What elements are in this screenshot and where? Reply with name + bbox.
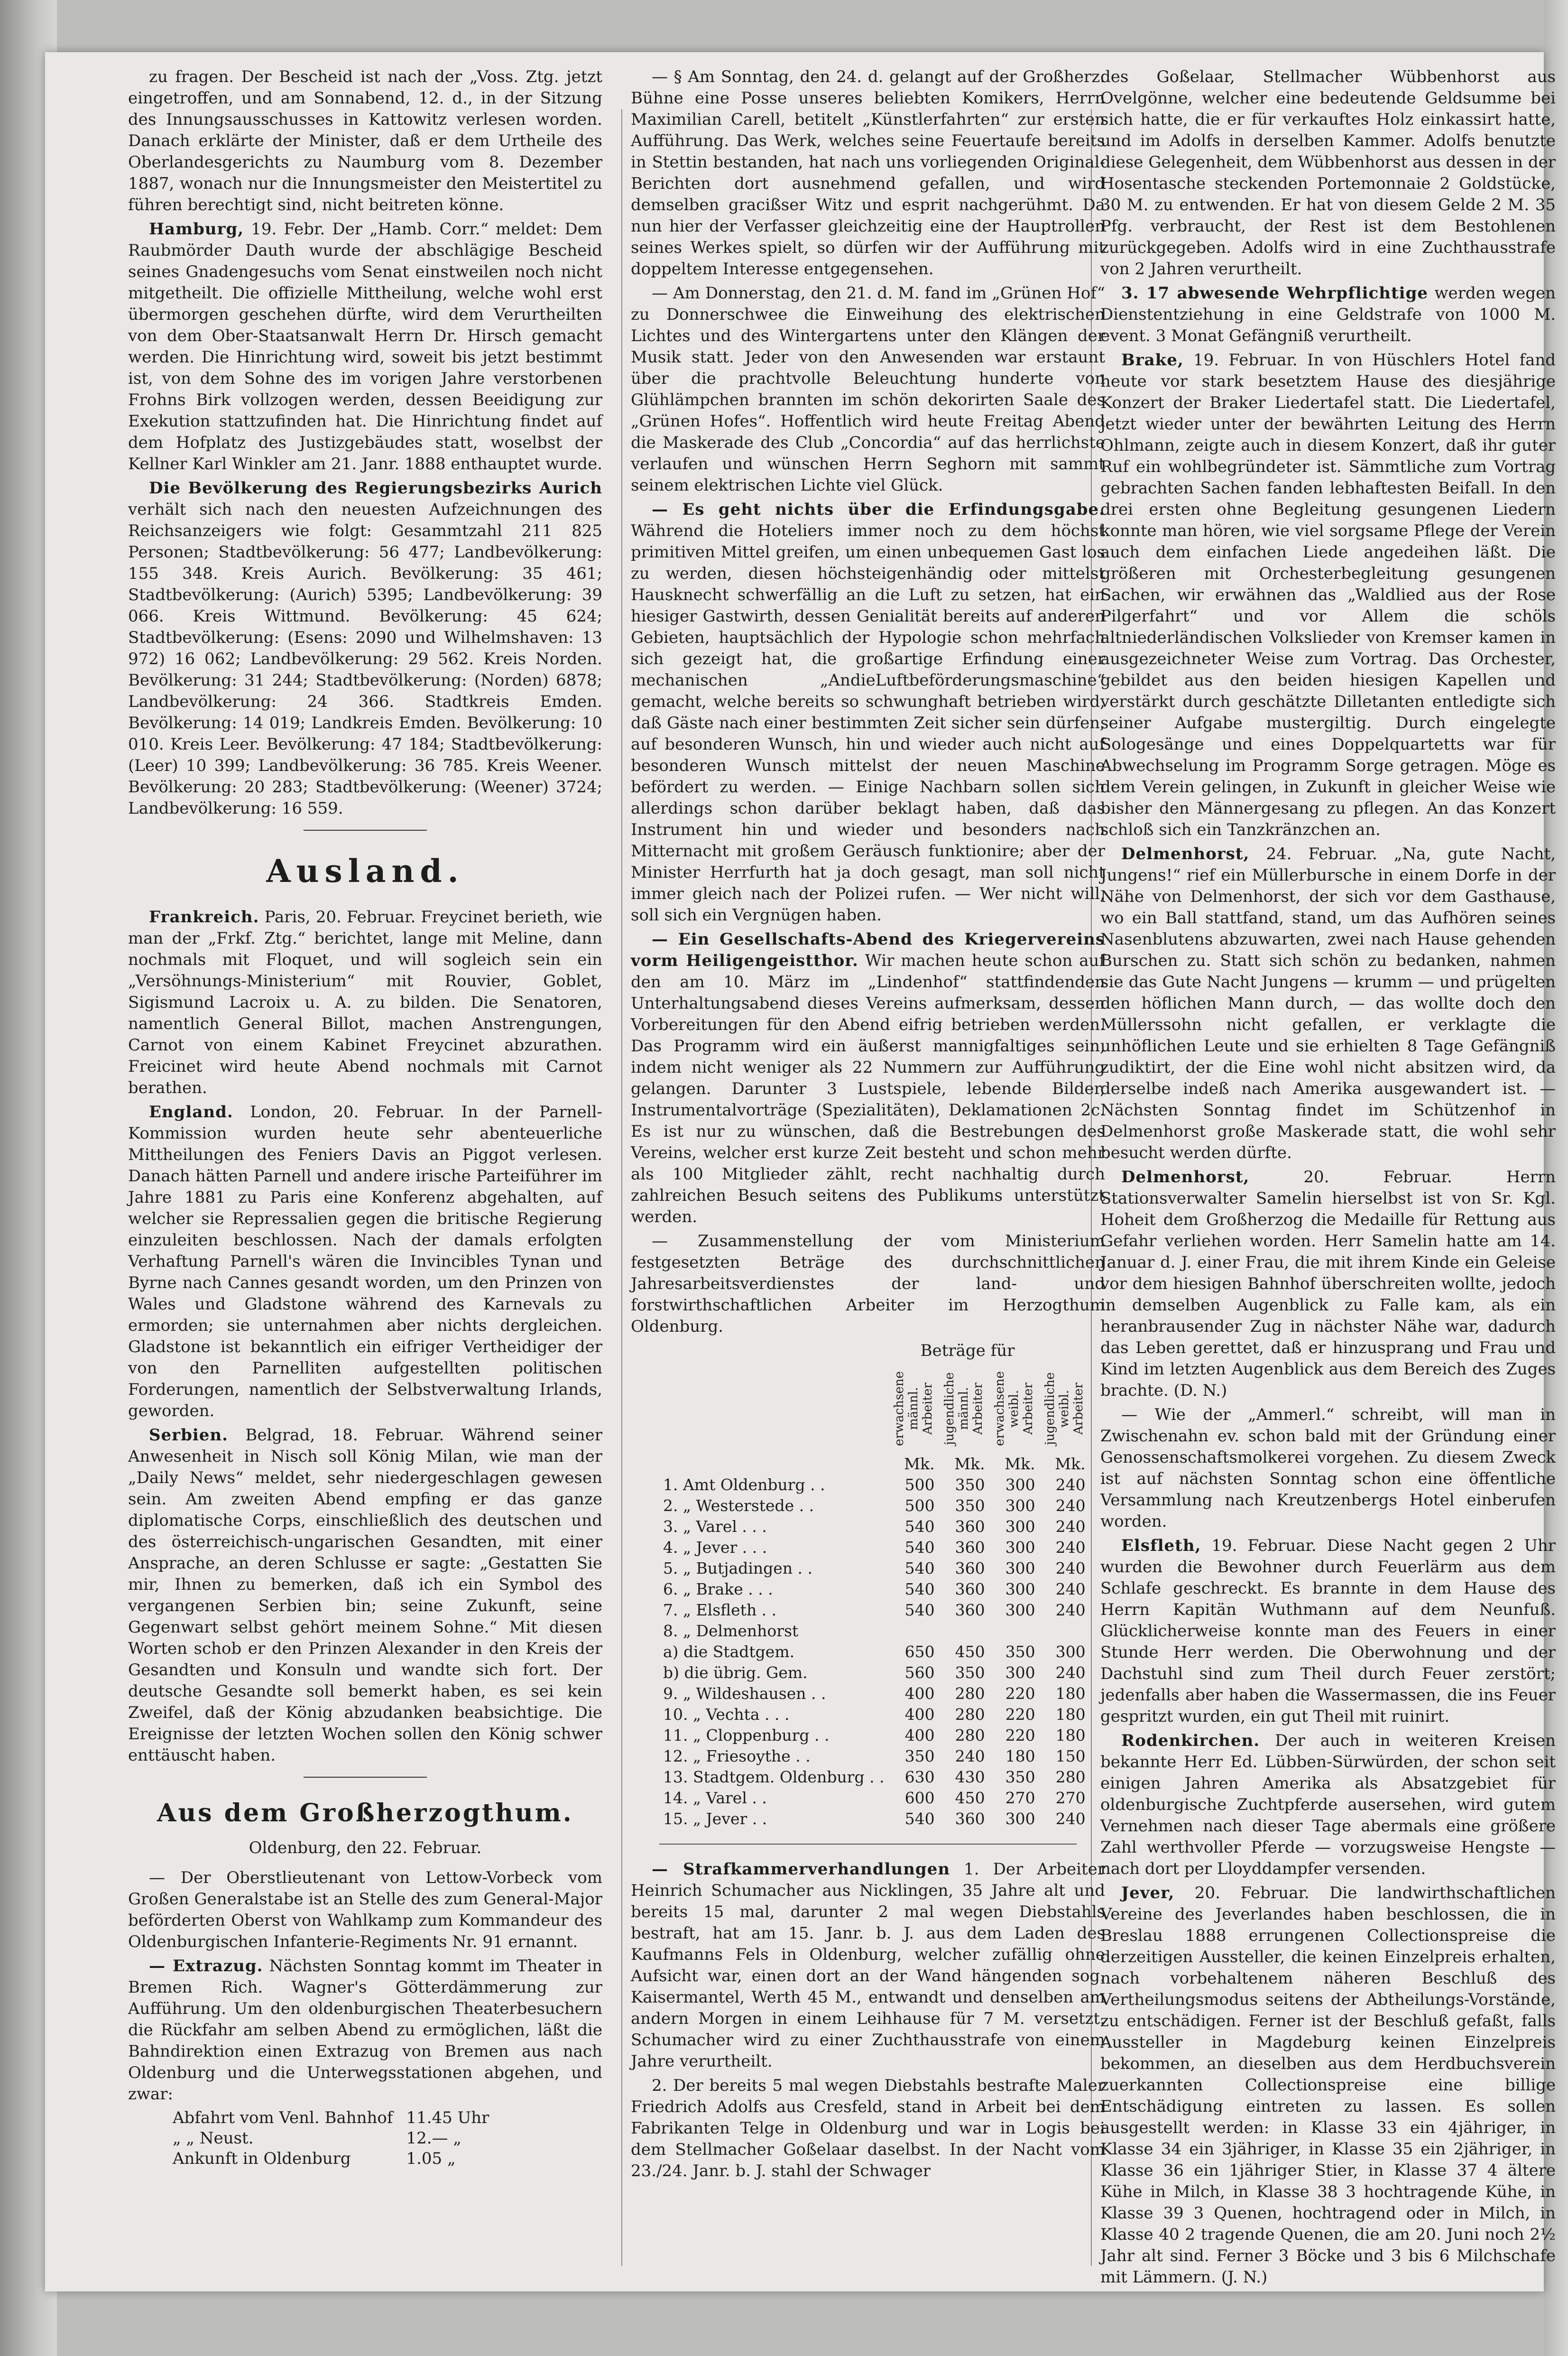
row-district: 13. Stadtgem. Oldenburg . . (663, 1768, 885, 1786)
divider (659, 1844, 1077, 1845)
dateline-oldenburg: Oldenburg, den 22. Februar. (249, 1838, 482, 1857)
row-value: 600 (904, 1789, 935, 1807)
row-value: 300 (1005, 1580, 1035, 1598)
article-innung: zu fragen. Der Bescheid ist nach der „Voss. Ztg. jetzt eingetroffen, und am Sonnabend, 12. d., in der Sitzung des Innungsausschusses in Kattowitz verlesen worden. Danach erklärte der Minister, daß er dem Urtheile des Oberlandesgerichts zu Naumburg vom 8. Dezember 1887, wonach nur die Innungsmeister den Meistertitel zu führen berechtigt sind, nicht beitreten könne. (128, 67, 602, 214)
dateline-jever: Jever, (1121, 1883, 1175, 1902)
article-rodenkirchen-body: Der auch in weiteren Kreisen bekannte Herr Ed. Lübben-Sürwürden, der schon seit einigen Jahren Amerika als Absatzgebiet für oldenburgische Zuchtpferde ausersehen, wird gutem Vernehmen nach dieser Tage abermals eine größere Zahl werthvoller Pferde — vorzugsweise Hengste — nach dort per Lloyddampfer versenden. (1100, 1731, 1556, 1878)
row-value: 240 (1055, 1580, 1086, 1598)
schedule-row (166, 2128, 496, 2149)
dateline-delmenhorst: Delmenhorst, (1121, 844, 1250, 863)
heading-extrazug: — Extrazug. (149, 1957, 263, 1976)
row-value: 360 (955, 1601, 985, 1619)
dateline-rodenkirchen: Rodenkirchen. (1121, 1731, 1260, 1750)
heading-strafkammer: — Strafkammerverhandlungen (652, 1860, 950, 1879)
row-value (888, 1621, 939, 1642)
article-serbien (128, 1425, 602, 1766)
article-extrazug-body: Nächsten Sonntag kommt im Theater in Bremen Rich. Wagner's Götterdämmerung zur Aufführung. Um den oldenburgischen Theaterbesuchern die Rückfahr am selben Abend zu ermöglichen, läßt die Bahndirektion einen Extrazug von Bremen aus nach Oldenburg und die Unterwegsstationen abgehen, und zwar: (128, 1957, 603, 2104)
table-row (659, 1788, 1089, 1809)
row-district: 3. „ Varel . . . (663, 1517, 767, 1536)
row-value: 350 (955, 1663, 985, 1682)
row-district: 11. „ Cloppenburg . . (663, 1726, 830, 1744)
row-value: 300 (1005, 1601, 1035, 1619)
row-value: 540 (904, 1538, 935, 1557)
article-hamburg (128, 219, 602, 475)
table-row (659, 1579, 1089, 1600)
row-value: 300 (1005, 1663, 1035, 1682)
row-value: 240 (1055, 1496, 1086, 1515)
row-value: 300 (1005, 1475, 1035, 1494)
column-header: jugendliche männl. Arbeiter (942, 1372, 985, 1445)
train-schedule (166, 2108, 496, 2169)
row-value: 350 (1005, 1768, 1035, 1786)
row-value: 500 (904, 1475, 935, 1494)
row-value: 350 (955, 1475, 985, 1494)
article-delmenhorst-2-body: 20. Februar. Herrn Stationsverwalter Samelin hierselbst ist von Sr. Kgl. Hoheit dem Großherzog die Medaille für Rettung aus Gefahr verliehen worden. Herr Samelin hatte am 14. Januar d. J. einer Frau, die mit ihrem Kinde ein Geleise vor dem hiesigen Bahnhof überschreiten wollte, jedoch in demselben Augenblick zu Falle kam, als ein heranbrausender Zug in nächster Nähe war, dadurch das Leben gerettet, daß er hinzusprang und Frau und Kind im letzten Augenblick aus dem Bereich des Zuges brachte. (D. N.) (1100, 1168, 1556, 1400)
row-value (1039, 1621, 1089, 1642)
article-zwischenahn: — Wie der „Ammerl.“ schreibt, will man in Zwischenahn ev. schon bald mit der Gründung einer Genossenschaftsmolkerei vorgehen. Zu diesem Zweck ist auf nächsten Sonntag schon eine öffentliche Versammlung nach Kreutzenbergs Hotel einberufen worden. (1100, 1405, 1556, 1531)
table-row (659, 1662, 1089, 1683)
row-value: 300 (1005, 1517, 1035, 1536)
article-elsfleth (1100, 1535, 1556, 1727)
row-value: 350 (955, 1496, 985, 1515)
table-row (659, 1642, 1089, 1662)
article-serbien-body: Belgrad, 18. Februar. Während seiner Anwesenheit in Nisch soll König Milan, wie man der „Daily News“ meldet, sehr niedergeschlagen gewesen sein. Am zweiten Abend empfing er das ganze diplomatische Corps, einschließlich des deutschen und des österreichisch-ungarischen Gesandten, mit einer Ansprache, an deren Schlusse er sagte: „Gestatten Sie mir, Ihnen zu bemerken, daß ich ein Symbol des vergangenen Serbien bin; seine Zukunft, seine Gegenwart selbst gehört meinem Sohne.“ Mit diesen Worten schob er den Prinzen Alexander in den Kreis der Gesandten und Konsuln und wandte sich fort. Der deutsche Gesandte soll bemerkt haben, es sei kein Zweifel, daß der König abzudanken beabsichtige. Die Ereignisse der letzten Wochen sollen den König schwer enttäuscht haben. (128, 1426, 602, 1765)
divider (304, 830, 427, 831)
article-zusammenstellung: — Zusammenstellung der vom Ministerium festgesetzten Beträge des durchschnittlichen Jahresarbeitsverdienstes der land- und forstwirthschaftlichen Arbeiter im Herzogthum Oldenburg. (631, 1232, 1105, 1336)
article-frankreich (128, 907, 602, 1099)
row-district: 9. „ Wildeshausen . . (663, 1684, 826, 1703)
row-district: 12. „ Friesoythe . . (663, 1747, 811, 1765)
article-elsfleth-body: 19. Februar. Diese Nacht gegen 2 Uhr wurden die Bewohner durch Feuerlärm aus dem Schlafe geschreckt. Es brannte in dem Hause des Herrn Kapitän Wuthmann auf dem Neunfuß. Glücklicherweise konnte man des Feuers in einer Stunde Herr werden. Die Oberwohnung und der Dachstuhl sind zum Theil durch Feuer zerstört; jedenfalls aber haben die Wassermassen, die ins Feuer gespritzt wurden, ein gut Theil mit ruinirt. (1100, 1536, 1556, 1726)
table-header-row (659, 1364, 1089, 1454)
section-title-ausland: Ausland. (266, 853, 464, 890)
dateline-delmenhorst: Delmenhorst, (1121, 1168, 1250, 1187)
table-unit-row (659, 1454, 1089, 1475)
row-value: 360 (955, 1559, 985, 1577)
column-3 (1100, 66, 1556, 2287)
table-row (659, 1537, 1089, 1558)
row-value: 300 (1005, 1538, 1035, 1557)
row-value: 300 (1055, 1642, 1086, 1661)
article-adolfs: 2. Der bereits 5 mal wegen Diebstahls bestrafte Maler Friedrich Adolfs aus Cresfeld, stand in Arbeit bei dem Fabrikanten Telge in Oldenburg und war in Logis bei dem Stellmacher Goßelaar daselbst. In der Nacht vom 23./24. Janr. b. J. stahl der Schwager (631, 2076, 1105, 2180)
article-rodenkirchen (1100, 1730, 1556, 1880)
article-frankreich-body: Paris, 20. Februar. Freycinet berieth, wie man der „Frkf. Ztg.“ berichtet, lange mit Meline, dann nochmals mit Floquet, und will sogleich sein ein „Versöhnungs-Ministerium“ mit Rouvier, Goblet, Sigismund Lacroix u. A. zu bilden. Die Senatoren, namentlich General Billot, machen Anstrengungen, Carnot von einem Kabinet Freycinet abzurathen. Freicinet wird heute Abend nochmals mit Carnot berathen. (128, 908, 602, 1097)
table-row (659, 1809, 1089, 1829)
table-title: Beträge für (920, 1341, 1015, 1360)
article-aurich-body: verhält sich nach den neuesten Aufzeichnungen des Reichsanzeigers wie folgt: Gesammtzahl 211 825 Personen; Stadtbevölkerung: 56 477; Landbevölkerung: 155 348. Kreis Aurich. Bevölkerung: 35 461; Stadtbevölkerung: (Aurich) 5395; Landbevölkerung: 39 066. Kreis Wittmund. Bevölkerung: 45 624; Stadtbevölkerung: (Esens: 2090 und Wilhelmshaven: 13 972) 16 062; Landbevölkerung: 29 562. Kreis Norden. Bevölkerung: 31 244; Stadtbevölkerung: (Norden) 6878; Landbevölkerung: 24 366. Stadtkreis Emden. Bevölkerung: 14 019; Landkreis Emden. Bevölkerung: 10 010. Kreis Leer. Bevölkerung: 47 184; Stadtbevölkerung: (Leer) 10 399; Landbevölkerung: 36 785. Kreis Weener. Bevölkerung: 20 283; Stadtbevölkerung: (Weener) 3724; Landbevölkerung: 16 559. (128, 500, 602, 818)
article-strafkammer (631, 1859, 1105, 2072)
row-value: 180 (1055, 1726, 1086, 1744)
schedule-time: 1.05 „ (406, 2149, 456, 2168)
dateline-serbien: Serbien. (149, 1426, 228, 1445)
row-value: 240 (955, 1747, 985, 1765)
table-row (659, 1495, 1089, 1516)
row-value: 400 (904, 1684, 935, 1703)
article-delmenhorst-1-body: 24. Februar. „Na, gute Nacht, Jungens!“ rief ein Müllerbursche in einem Dorfe in der Nähe von Delmenhorst, der sich vor dem Gasthause, wo ein Ball stattfand, stand, um das Aufhören seines Nasenblutens abzuwarten, zwei nach Hause gehenden Burschen zu. Statt sich schön zu bedanken, nahmen sie das Gute Nacht Jungens — krumm — und prügelten den höflichen Mann durch, — das wollte doch den Müllerssohn nicht gefallen, er verklagte die unhöflichen Leute und sie erhielten 8 Tage Gefängniß zudiktirt, der die Eine wohl nicht absitzen wird, da derselbe indeß nach Amerika ausgewandert ist. — Nächsten Sonntag findet im Schützenhof in Delmenhorst große Maskerade statt, die wohl sehr besucht werden dürfte. (1100, 844, 1556, 1162)
table-row (659, 1516, 1089, 1537)
section-title-grossherzogthum: Aus dem Großherzogthum. (157, 1799, 573, 1827)
article-brake (1100, 350, 1556, 841)
row-value: 180 (1055, 1684, 1086, 1703)
row-value: 630 (904, 1768, 935, 1786)
row-value: 430 (955, 1768, 985, 1786)
row-value: 350 (1005, 1642, 1035, 1661)
row-district: 10. „ Vechta . . . (663, 1705, 790, 1724)
column-rule-1 (621, 109, 622, 2266)
row-value: 650 (904, 1642, 935, 1661)
row-value: 540 (904, 1580, 935, 1598)
article-aurich (128, 478, 602, 819)
row-value: 450 (955, 1789, 985, 1807)
row-district: 7. „ Elsfleth . . (663, 1601, 777, 1619)
article-lettow: — Der Oberstlieutenant von Lettow-Vorbeck vom Großen Generalstabe ist an Stelle des zum General-Major beförderten Oberst von Wahlkamp zum Kommandeur des Oldenburgischen Infanterie-Regiments Nr. 91 ernannt. (128, 1868, 602, 1951)
row-value: 240 (1055, 1601, 1086, 1619)
row-district: b) die übrig. Gem. (663, 1663, 808, 1682)
dateline-brake: Brake, (1121, 351, 1184, 370)
row-value: 540 (904, 1517, 935, 1536)
table-row (659, 1704, 1089, 1725)
unit-label: Mk. (904, 1455, 935, 1473)
table-row (659, 1683, 1089, 1704)
row-value: 540 (904, 1601, 935, 1619)
row-district: 15. „ Jever . . (663, 1809, 767, 1828)
row-value: 240 (1055, 1538, 1086, 1557)
article-jever (1100, 1883, 1556, 2288)
article-delmenhorst-2 (1100, 1167, 1556, 1401)
dateline-hamburg: Hamburg, (149, 220, 244, 239)
row-value: 240 (1055, 1517, 1086, 1536)
article-strafkammer-body: 1. Der Arbeiter Heinrich Schumacher aus Nicklingen, 35 Jahre alt und bereits 15 mal, darunter 2 mal wegen Diebstahls bestraft, hat am 15. Janr. b. J. aus dem Laden des Kaufmanns Fels in Oldenburg, welcher zufällig ohne Aufsicht war, einen dort an der Wand hängenden sog. Kaisermantel, Werth 45 M., entwandt und denselben am andern Morgen in einem Leihhause für 7 M. versetzt. Schumacher wird zu einer Zuchthausstrafe von einem Jahre verurtheilt. (631, 1860, 1105, 2071)
dateline-frankreich: Frankreich. (149, 908, 259, 927)
row-value: 240 (1055, 1475, 1086, 1494)
row-value: 280 (955, 1684, 985, 1703)
table-row (659, 1621, 1089, 1642)
article-jever-body: 20. Februar. Die landwirthschaftlichen Vereine des Jeverlandes haben beschlossen, die in Breslau 1888 errungenen Collectionspreise die derzeitigen Aussteller, die keinen Einzelpreis erhalten, nach vorbehaltenem näheren Beschluß des Vertheilungsmodus seitens der Abtheilungs-Vorstände, zu entschädigen. Ferner ist der Beschluß gefaßt, falls Aussteller in Magdeburg keinen Einzelpreis bekommen, an dieselben aus dem Herdbuchsverein zuerkannten Collectionspreise eine billige Entschädigung eintreten zu lassen. Es sollen ausgestellt werden: in Klasse 33 ein 4jähriger, in Klasse 34 ein 3jähriger, in Klasse 35 ein 2jähriger, in Klasse 36 ein 1jähriger Stier, in Klasse 37 4 ältere Kühe in Milch, in Klasse 38 3 hochtragende Kühe, in Klasse 39 3 Quenen, hochtragend oder in Milch, in Klasse 40 2 tragende Quenen, die am 20. Juni noch 2½ Jahr alt sind. Ferner 3 Böcke und 3 bis 6 Milchschafe mit Lämmern. (J. N.) (1100, 1883, 1556, 2287)
dateline-england: England. (149, 1103, 233, 1122)
row-district: a) die Stadtgem. (663, 1642, 795, 1661)
row-district: 4. „ Jever . . . (663, 1538, 767, 1557)
table-body (659, 1475, 1089, 1829)
row-value: 270 (1005, 1789, 1035, 1807)
schedule-row (166, 2149, 496, 2169)
row-value: 500 (904, 1496, 935, 1515)
column-header: erwachsene männl. Arbeiter (892, 1371, 935, 1446)
row-value: 270 (1055, 1789, 1086, 1807)
row-value: 280 (1055, 1768, 1086, 1786)
table-row (659, 1746, 1089, 1767)
article-kriegerverein (631, 929, 1105, 1228)
column-1 (128, 66, 602, 2266)
row-district: 1. Amt Oldenburg . . (663, 1475, 825, 1494)
row-value: 300 (1005, 1559, 1035, 1577)
row-value: 540 (904, 1559, 935, 1577)
row-value: 540 (904, 1809, 935, 1828)
row-value: 240 (1055, 1809, 1086, 1828)
row-value: 300 (1005, 1496, 1035, 1515)
row-value: 560 (904, 1663, 935, 1682)
row-value: 180 (1005, 1747, 1035, 1765)
column-header: jugendliche weibl. Arbeiter (1042, 1372, 1086, 1445)
row-value: 360 (955, 1517, 985, 1536)
row-value: 280 (955, 1726, 985, 1744)
column-header: erwachsene weibl. Arbeiter (992, 1371, 1035, 1446)
article-brake-body: 19. Februar. In von Hüschlers Hotel fand heute vor stark besetztem Hause des diesjährige Konzert der Braker Liedertafel statt. Die Liedertafel, jetzt wieder unter der bewährten Leitung des Herrn Ohlmann, zeigte auch in diesem Konzert, daß ihr guter Ruf ein wohlbegründeter ist. Sämmtliche zum Vortrag gebrachten Sachen fanden lebhaftesten Beifall. In den drei ersten ohne Begleitung gesungenen Liedern konnte man hören, wie viel sorgsame Pflege der Verein auch dem einfachen Liede angedeihen läßt. Die größeren mit Orchesterbegleitung gesungenen Sachen, wir erwähnen das „Waldlied aus der Rose Pilgerfahrt“ und vor Allem die schöls altniederländischen Volkslieder von Kremser kamen in ausgezeichneter Weise zum Vortrag. Das Orchester, gebildet aus den beiden hiesigen Kapellen und verstärkt durch geschätzte Dilletanten entledigte sich seiner Aufgabe mustergiltig. Durch eingelegte Sologesänge und eines Doppelquartetts war für Abwechselung im Programm Sorge getragen. Möge es dem Verein gelingen, in Zukunft in gleicher Weise wie bisher den Männergesang zu pflegen. An das Konzert schloß sich ein Tanzkränzchen an. (1100, 351, 1556, 839)
row-value: 450 (955, 1642, 985, 1661)
dateline-elsfleth: Elsfleth, (1121, 1536, 1201, 1555)
row-value (939, 1621, 989, 1642)
schedule-label: Abfahrt vom Venl. Bahnhof (173, 2108, 393, 2127)
row-value: 350 (904, 1747, 935, 1765)
article-hamburg-body: 19. Febr. Der „Hamb. Corr.“ meldet: Dem Raubmörder Dauth wurde der abschlägige Bescheid seines Gnadengesuchs vom Senat einstweilen noch nicht mitgetheilt. Die offizielle Mittheilung, welche wohl erst übermorgen geschehen dürfte, wird dem Verurtheilten von dem Ober-Staatsanwalt Herrn Dr. Hirsch gemacht werden. Die Hinrichtung wird, soweit bis jetzt bestimmt ist, von dem Sohne des im vorigen Jahre verstorbenen Frohns Birk vollzogen werden, dessen Beeidigung zur Exekution stattzufinden hat. Die Hinrichtung findet auf dem Hofplatz des Justizgebäudes statt, woselbst der Kellner Karl Winkler am 21. Janr. 1888 enthauptet wurde. (128, 220, 602, 473)
row-value: 220 (1005, 1705, 1035, 1724)
heading-kriegerverein: — Ein Gesellschafts-Abend des Kriegervereins vorm Heiligengeistthor. (631, 930, 1105, 970)
article-extrazug (128, 1956, 602, 2105)
schedule-row (166, 2108, 496, 2128)
divider (304, 1777, 427, 1778)
row-value: 400 (904, 1705, 935, 1724)
article-wehrpflichtige (1100, 283, 1556, 347)
schedule-label: Ankunft in Oldenburg (173, 2149, 351, 2168)
article-england (128, 1102, 602, 1422)
row-value: 240 (1055, 1663, 1086, 1682)
unit-label: Mk. (954, 1455, 985, 1473)
schedule-label: „ „ Neust. (173, 2129, 254, 2148)
article-erfindungsgabe-body: Während die Hoteliers immer noch zu dem höchst primitiven Mittel greifen, um einen unbequemen Gast los zu werden, diesen höchsteigenhändig oder mittelst Hausknecht schwerfällig an die Luft zu setzen, hat ein hiesiger Gastwirth, dessen Genialität bereits auf anderen Gebieten, hauptsächlich der Hypologie schon mehrfach sich gezeigt hat, die großartige Erfindung einer mechanischen „AndieLuftbeförderungsmaschine“ gemacht, welche bereits so schwunghaft betrieben wird, daß Gäste nach einer bestimmten Zeit sicher sein dürfen, auf besonderen Wunsch, hin und wieder auch nicht auf besonderen Wunsch mittelst der neuen Maschine befördert zu werden. — Einige Nachbarn sollen sich allerdings schon darüber beklagt haben, daß das Instrument hin und wieder und besonders nach Mitternacht mit großem Geräusch funktionire; aber der Minister Herrfurth hat ja doch gesagt, man soll nicht immer gleich nach der Polizei rufen. — Wer nicht will, soll sich ein Vergnügen haben. (631, 521, 1105, 925)
article-england-body: London, 20. Februar. In der Parnell-Kommission wurden heute sehr abenteuerliche Mittheilungen des Feniers Davis an Piggot verlesen. Danach hätten Parnell und andere irische Parteiführer im Jahre 1881 zu Paris eine Konferenz abgehalten, auf welcher sie Repressalien gegen die britische Regierung einzuleiten beschlossen. Nach der damals erfolgten Verhaftung Parnell's wären die Invincibles Tynan und Byrne nach Cannes gesandt worden, um den Prinzen von Wales und Gladstone während des Karnevals zu ermorden; sie unternahmen aber nichts dergleichen. Gladstone ist bekanntlich ein eifriger Vertheidiger der von den Parnelliten aufgestellten politischen Forderungen, namentlich der Selbstverwaltung Irlands, geworden. (128, 1103, 602, 1420)
unit-label: Mk. (1005, 1455, 1035, 1473)
table-row (659, 1600, 1089, 1621)
unit-label: Mk. (1055, 1455, 1086, 1473)
heading-wehrpflichtige: 3. 17 abwesende Wehrpflichtige (1121, 284, 1428, 303)
row-value: 300 (1005, 1809, 1035, 1828)
schedule-time: 12.— „ (406, 2129, 461, 2148)
table-row (659, 1767, 1089, 1788)
row-district: 8. „ Delmenhorst (663, 1622, 799, 1640)
row-value: 240 (1055, 1559, 1086, 1577)
table-row (659, 1475, 1089, 1495)
heading-aurich: Die Bevölkerung des Regierungsbezirks Aurich (149, 479, 602, 498)
row-value: 180 (1055, 1705, 1086, 1724)
heading-erfindungsgabe: — Es geht nichts über die Erfindungsgabe. (652, 500, 1105, 519)
row-value: 360 (955, 1580, 985, 1598)
row-district: 14. „ Varel . . (663, 1789, 767, 1807)
row-district: 2. „ Westerstede . . (663, 1496, 814, 1515)
article-wehrpflichtige-body: werden wegen Dienstentziehung in eine Geldstrafe von 1000 M. event. 3 Monat Gefängniß verurtheilt. (1100, 284, 1556, 345)
row-value: 280 (955, 1705, 985, 1724)
row-value (989, 1621, 1039, 1642)
row-value: 360 (955, 1538, 985, 1557)
article-carell: — § Am Sonntag, den 24. d. gelangt auf der Großherz. Bühne eine Posse unseres beliebten Komikers, Herrn Maximilian Carell, betitelt „Künstlerfahrten“ zur ersten Aufführung. Das Werk, welches seine Feuertaufe bereits in Stettin bestanden, hat nach uns vorliegenden Original-Berichten dort ausnehmend gefallen, und wird demselben gracißser Witz und esprit nachgerühmt. Da nun hier der Verfasser gleichzeitig eine der Hauptrollen seines Werkes spielt, so dürfen wir der Aufführung mit doppeltem Interesse entgegensehen. (631, 67, 1105, 278)
article-erfindungsgabe (631, 499, 1105, 926)
table-row (659, 1725, 1089, 1746)
row-value: 220 (1005, 1726, 1035, 1744)
row-value: 150 (1055, 1747, 1086, 1765)
article-kriegerverein-body: Wir machen heute schon auf den am 10. März im „Lindenhof“ stattfindenden Unterhaltungsabend dieses Vereins aufmerksam, dessen Vorbereitungen für den Abend eifrig betrieben werden. Das Programm wird ein äußerst mannigfaltiges sein, indem nicht weniger als 22 Nummern zur Aufführung gelangen. Darunter 3 Lustspiele, lebende Bilder, Instrumentalvorträge (Spezialitäten), Deklamationen 2c. Es ist nur zu wünschen, daß die Bestrebungen des Vereins, welcher erst kurze Zeit besteht und schon mehr als 100 Mitglieder zählt, recht nachhaltig durch zahlreichen Besuch seitens des Publikums unterstützt werden. (631, 951, 1105, 1226)
row-value: 360 (955, 1809, 985, 1828)
row-value: 220 (1005, 1684, 1035, 1703)
article-delmenhorst-1 (1100, 844, 1556, 1164)
row-value: 400 (904, 1726, 935, 1744)
table-row (659, 1558, 1089, 1579)
row-district: 6. „ Brake . . . (663, 1580, 773, 1598)
row-district: 5. „ Butjadingen . . (663, 1559, 813, 1577)
wages-table (659, 1364, 1089, 1829)
column-2 (631, 66, 1105, 2266)
article-gruener-hof: — Am Donnerstag, den 21. d. M. fand im „Grünen Hof“ zu Donnerschwee die Einweihung des elektrischen Lichtes und des Wintergartens unter den Klängen der Musik statt. Jeder von den Anwesenden war erstaunt über die prachtvolle Beleuchtung hunderte von Glühlämpchen brannten im schön dekorirten Saale des „Grünen Hofes“. Hoffentlich wird heute Freitag Abend die Maskerade des Club „Concordia“ auf das herrlichste verlaufen und wünschen Herrn Seghorn mit sammt seinem elektrischen Lichte viel Glück. (631, 284, 1105, 495)
schedule-time: 11.45 Uhr (406, 2108, 489, 2127)
article-adolfs-continued: des Goßelaar, Stellmacher Wübbenhorst aus Ovelgönne, welcher eine bedeutende Geldsumme bei sich hatte, die er für verkauftes Holz einkassirt hatte, und im Adolfs in derselben Kammer. Adolfs benutzte diese Gelegenheit, dem Wübbenhorst aus dessen in der Hosentasche steckenden Portemonnaie 2 Goldstücke, 30 M. zu entwenden. Er hat von diesem Gelde 2 M. 35 Pfg. verbraucht, der Rest ist dem Bestohlenen zurückgegeben. Adolfs wird in eine Zuchthausstrafe von 2 Jahren verurtheilt. (1100, 67, 1556, 278)
